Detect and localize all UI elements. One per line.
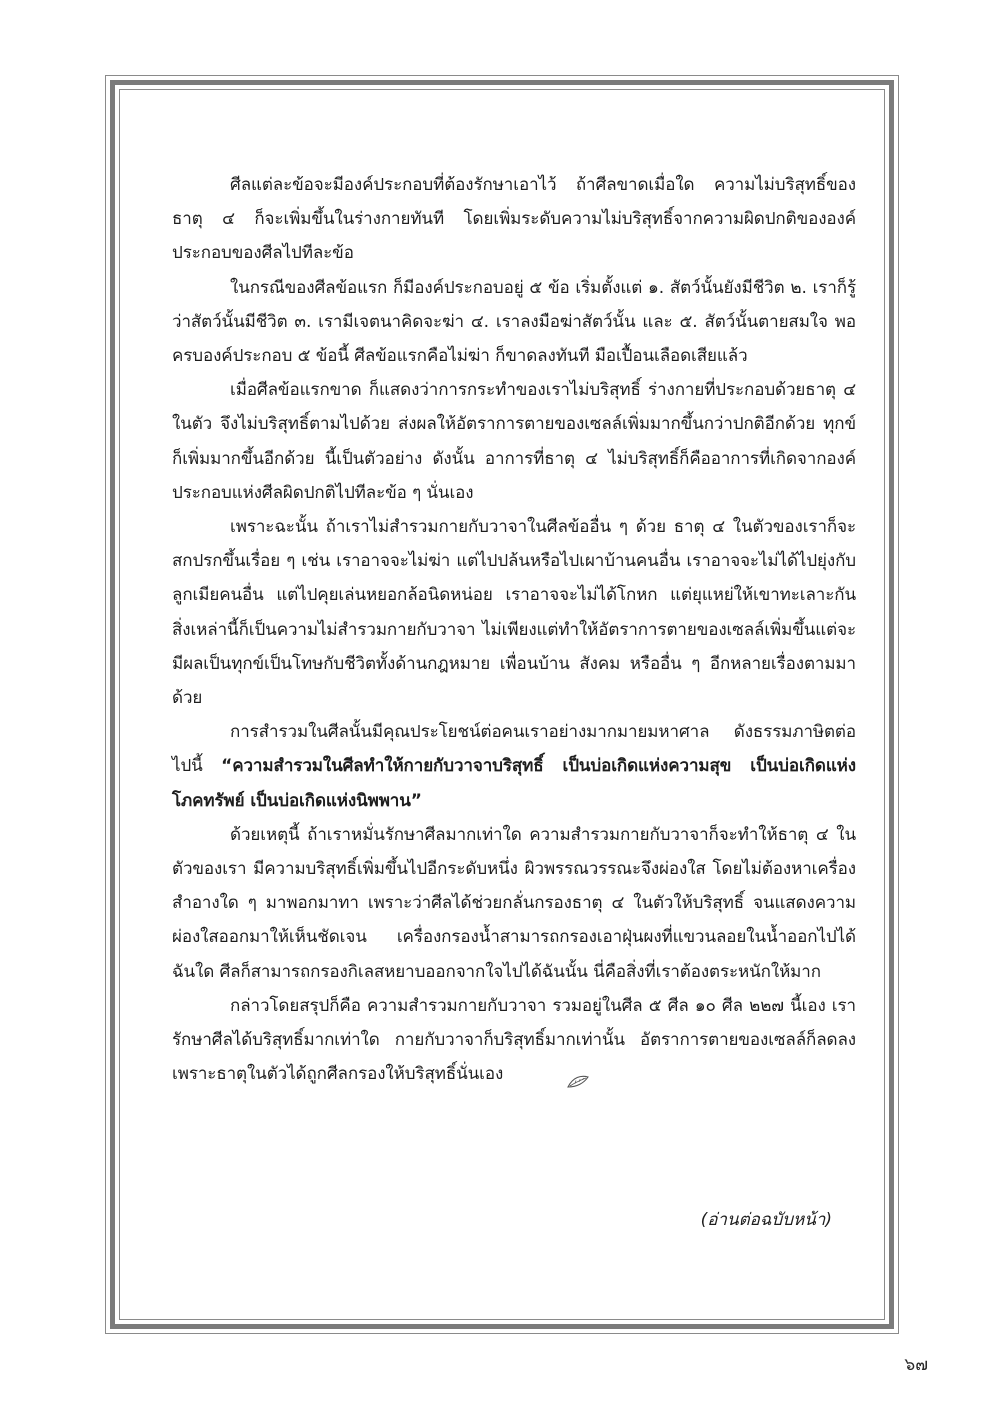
page-number: ๖๗ [904,1355,928,1375]
paragraph-2-text: ในกรณีของศีลข้อแรก ก็มีองค์ประกอบอยู่ ๕ ข้อ เริ่มตั้งแต่ ๑. สัตว์นั้นยังมีชีวิต ๒. เราก็รู้ว่าสัตว์นั้นมีชีวิต ๓. เรามีเจตนาคิดจะฆ่า ๔. เราลงมือฆ่าสัตว์นั้น และ ๕. สัตว์นั้นตายสมใจ พอครบองค์ประกอบ ๕ ข้อนี้ ศีลข้อแรกคือไม่ฆ่า ก็ขาดลงทันที มือเปื้อนเลือดเสียแล้ว [172,277,856,367]
paragraph-4 [172,510,856,715]
paragraph-6 [172,818,856,989]
paragraph-4-text: เพราะฉะนั้น ถ้าเราไม่สำรวมกายกับวาจาในศีลข้ออื่น ๆ ด้วย ธาตุ ๔ ในตัวของเราก็จะสกปรกขึ้นเรื่อย ๆ เช่น เราอาจจะไม่ฆ่า แต่ไปปล้นหรือไปเผาบ้านคนอื่น เราอาจจะไม่ได้ไปยุ่งกับลูกเมียคนอื่น แต่ไปคุยเล่นหยอกล้อนิดหน่อย เราอาจจะไม่ได้โกหก แต่ยุแหย่ให้เขาทะเลาะกัน สิ่งเหล่านี้ก็เป็นความไม่สำรวมกายกับวาจา ไม่เพียงแต่ทำให้อัตราการตายของเซลล์เพิ่มขึ้นแต่จะมีผลเป็นทุกข์เป็นโทษกับชีวิตทั้งด้านกฎหมาย เพื่อนบ้าน สังคม หรืออื่น ๆ อีกหลายเรื่องตามมาด้วย [172,517,856,709]
paragraph-1-text: ศีลแต่ละข้อจะมีองค์ประกอบที่ต้องรักษาเอาไว้ ถ้าศีลขาดเมื่อใด ความไม่บริสุทธิ์ของธาตุ ๔ ก็จะเพิ่มขึ้นในร่างกายทันที โดยเพิ่มระดับความไม่บริสุทธิ์จากความผิดปกติขององค์ประกอบของศีลไปทีละข้อ [172,175,856,264]
paragraph-3 [172,373,856,510]
paragraph-3-text: เมื่อศีลข้อแรกขาด ก็แสดงว่าการกระทำของเราไม่บริสุทธิ์ ร่างกายที่ประกอบด้วยธาตุ ๔ ในตัว จึงไม่บริสุทธิ์ตามไปด้วย ส่งผลให้อัตราการตายของเซลล์เพิ่มมากขึ้นกว่าปกติอีกด้วย ทุกข์ก็เพิ่มมากขึ้นอีกด้วย นี้เป็นตัวอย่าง ดังนั้น อาการที่ธาตุ ๔ ไม่บริสุทธิ์ก็คืออาการที่เกิดจากองค์ประกอบแห่งศีลผิดปกติไปทีละข้อ ๆ นั่นเอง [172,380,856,503]
article-body [172,168,856,1091]
paragraph-5-text: การสำรวมในศีลนั้นมีคุณประโยชน์ต่อคนเราอย่างมากมายมหาศาล ดังธรรมภาษิตต่อไปนี้ [172,722,856,777]
continued-next-issue-note: (อ่านต่อฉบับหน้า) [700,1210,832,1230]
paragraph-2 [172,271,856,374]
paragraph-1 [172,168,856,271]
leaf-icon [509,1067,531,1081]
paragraph-7-text: กล่าวโดยสรุปก็คือ ความสำรวมกายกับวาจา รวมอยู่ในศีล ๕ ศีล ๑๐ ศีล ๒๒๗ นี้เอง เรารักษาศีลได้บริสุทธิ์มากเท่าใด กายกับวาจาก็บริสุทธิ์มากเท่านั้น อัตราการตายของเซลล์ก็ลดลง เพราะธาตุในตัวได้ถูกศีลกรองให้บริสุทธิ์นั่นเอง [172,995,856,1085]
paragraph-6-text: ด้วยเหตุนี้ ถ้าเราหมั่นรักษาศีลมากเท่าใด ความสำรวมกายกับวาจาก็จะทำให้ธาตุ ๔ ในตัวของเรา มีความบริสุทธิ์เพิ่มขึ้นไปอีกระดับหนึ่ง ผิวพรรณวรรณะจึงผ่องใส โดยไม่ต้องหาเครื่องสำอางใด ๆ มาพอกมาทา เพราะว่าศีลได้ช่วยกลั่นกรองธาตุ ๔ ในตัวให้บริสุทธิ์ จนแสดงความผ่องใสออกมาให้เห็นชัดเจน เครื่องกรองน้ำสามารถกรองเอาฝุ่นผงที่แขวนลอยในน้ำออกไปได้ฉันใด ศีลก็สามารถกรองกิเลสหยาบออกจากใจไปได้ฉันนั้น นี่คือสิ่งที่เราต้องตระหนักให้มาก [172,824,856,982]
paragraph-7 [172,989,856,1092]
dhamma-quote: “ความสำรวมในศีลทำให้กายกับวาจาบริสุทธิ์ เป็นบ่อเกิดแห่งความสุข เป็นบ่อเกิดแห่งโภคทรัพย์ เป็นบ่อเกิดแห่งนิพพาน” [172,756,856,811]
paragraph-5 [172,715,856,818]
